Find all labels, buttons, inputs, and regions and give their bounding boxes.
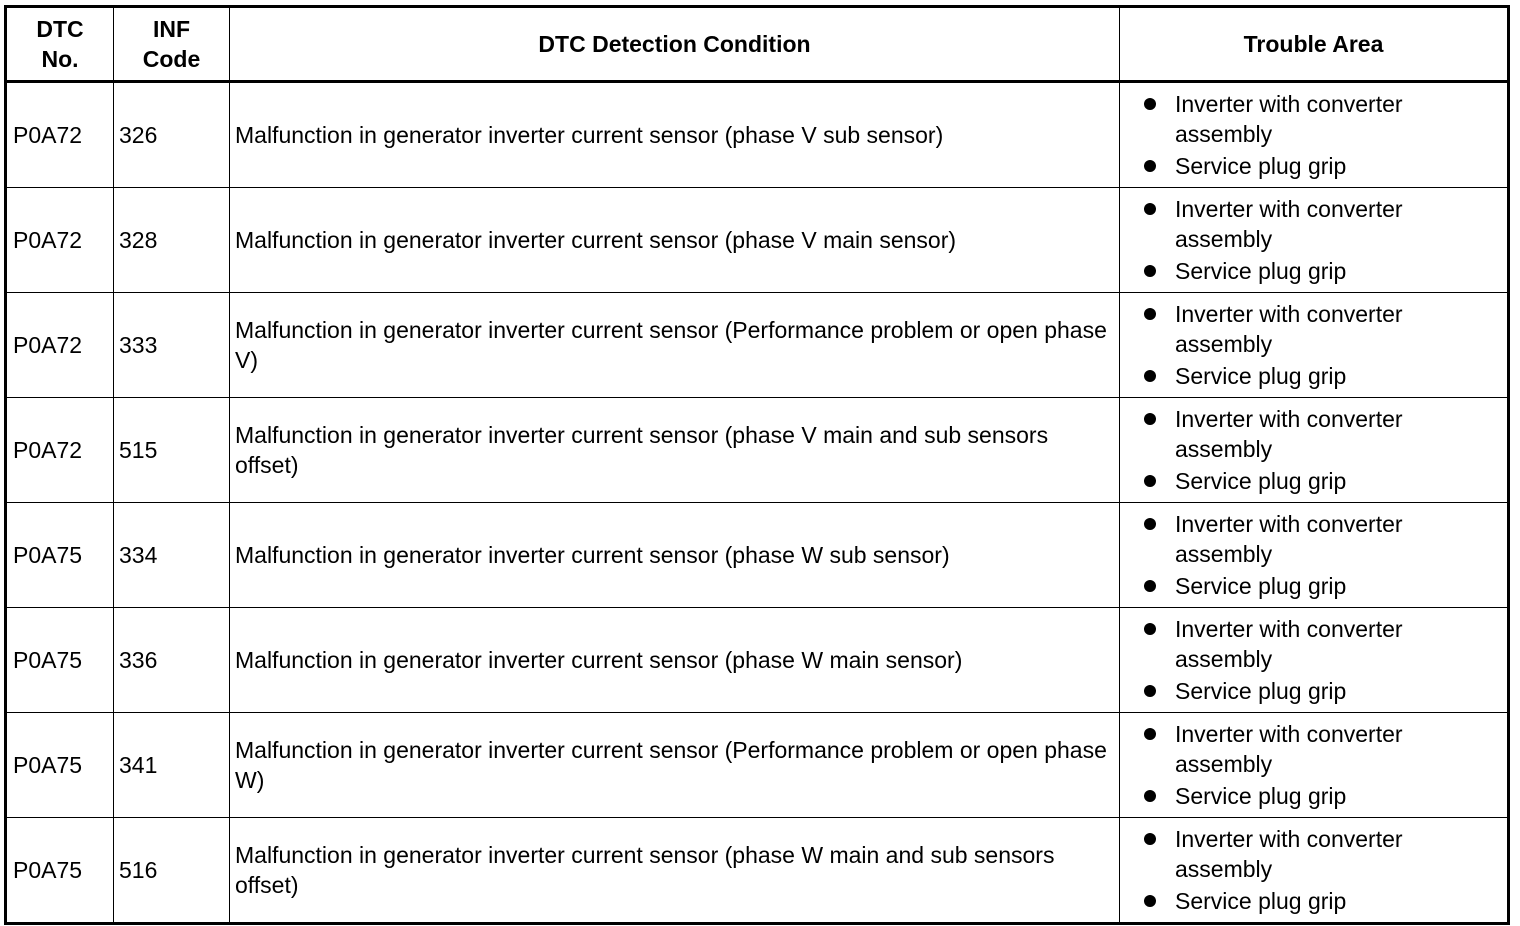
trouble-area-text: Inverter with converter assembly — [1175, 301, 1403, 357]
trouble-area-text: Service plug grip — [1175, 783, 1347, 809]
trouble-area-item — [1142, 886, 1501, 916]
dtc-table — [4, 5, 1510, 925]
trouble-area-text: Service plug grip — [1175, 258, 1347, 284]
trouble-area-text: Service plug grip — [1175, 363, 1347, 389]
trouble-area-text: Inverter with converter assembly — [1175, 406, 1403, 462]
bullet-icon — [1144, 580, 1156, 592]
bullet-icon — [1144, 413, 1156, 425]
trouble-area-item — [1142, 509, 1501, 569]
table-row — [6, 82, 1509, 188]
trouble-area-item — [1142, 299, 1501, 359]
detection-condition-cell: Malfunction in generator inverter current sensor (phase V main sensor) — [230, 188, 1120, 293]
bullet-icon — [1144, 370, 1156, 382]
header-inf-code — [114, 7, 230, 82]
inf-code-cell: 326 — [114, 82, 230, 188]
trouble-area-text: Inverter with converter assembly — [1175, 721, 1403, 777]
bullet-icon — [1144, 790, 1156, 802]
table-row — [6, 293, 1509, 398]
table-row — [6, 818, 1509, 924]
inf-code-cell: 516 — [114, 818, 230, 924]
trouble-area-cell — [1120, 188, 1509, 293]
bullet-icon — [1144, 518, 1156, 530]
trouble-area-text: Service plug grip — [1175, 888, 1347, 914]
trouble-area-list — [1142, 719, 1501, 811]
table-row — [6, 503, 1509, 608]
trouble-area-text: Service plug grip — [1175, 468, 1347, 494]
trouble-area-item — [1142, 256, 1501, 286]
bullet-icon — [1144, 160, 1156, 172]
trouble-area-list — [1142, 824, 1501, 916]
trouble-area-item — [1142, 194, 1501, 254]
trouble-area-cell — [1120, 503, 1509, 608]
trouble-area-cell — [1120, 818, 1509, 924]
dtc-number-cell: P0A75 — [6, 608, 114, 713]
trouble-area-text: Inverter with converter assembly — [1175, 511, 1403, 567]
inf-code-cell: 515 — [114, 398, 230, 503]
trouble-area-item — [1142, 151, 1501, 181]
header-inf-line2: Code — [142, 46, 201, 72]
trouble-area-cell — [1120, 713, 1509, 818]
table-row — [6, 398, 1509, 503]
trouble-area-cell — [1120, 82, 1509, 188]
trouble-area-item — [1142, 824, 1501, 884]
trouble-area-cell — [1120, 293, 1509, 398]
inf-code-cell: 341 — [114, 713, 230, 818]
trouble-area-list — [1142, 89, 1501, 181]
trouble-area-item — [1142, 571, 1501, 601]
header-dtc-line1: DTC — [36, 16, 84, 42]
trouble-area-text: Inverter with converter assembly — [1175, 196, 1403, 252]
trouble-area-text: Service plug grip — [1175, 153, 1347, 179]
header-trouble-area: Trouble Area — [1120, 7, 1509, 82]
bullet-icon — [1144, 895, 1156, 907]
table-row — [6, 608, 1509, 713]
bullet-icon — [1144, 98, 1156, 110]
trouble-area-list — [1142, 404, 1501, 496]
bullet-icon — [1144, 265, 1156, 277]
detection-condition-cell: Malfunction in generator inverter current sensor (Performance problem or open phase W) — [230, 713, 1120, 818]
trouble-area-item — [1142, 781, 1501, 811]
trouble-area-item — [1142, 719, 1501, 779]
trouble-area-item — [1142, 466, 1501, 496]
detection-condition-cell: Malfunction in generator inverter current sensor (phase V main and sub sensors offset) — [230, 398, 1120, 503]
trouble-area-text: Inverter with converter assembly — [1175, 826, 1403, 882]
bullet-icon — [1144, 685, 1156, 697]
header-dtc-line2: No. — [41, 46, 79, 72]
trouble-area-list — [1142, 509, 1501, 601]
dtc-number-cell: P0A72 — [6, 82, 114, 188]
dtc-number-cell: P0A75 — [6, 713, 114, 818]
bullet-icon — [1144, 833, 1156, 845]
bullet-icon — [1144, 475, 1156, 487]
trouble-area-text: Service plug grip — [1175, 678, 1347, 704]
dtc-number-cell: P0A75 — [6, 503, 114, 608]
detection-condition-cell: Malfunction in generator inverter current sensor (phase W main sensor) — [230, 608, 1120, 713]
trouble-area-item — [1142, 404, 1501, 464]
inf-code-cell: 333 — [114, 293, 230, 398]
detection-condition-cell: Malfunction in generator inverter current sensor (Performance problem or open phase V) — [230, 293, 1120, 398]
header-inf-line1: INF — [152, 16, 191, 42]
inf-code-cell: 336 — [114, 608, 230, 713]
bullet-icon — [1144, 728, 1156, 740]
header-condition: DTC Detection Condition — [230, 7, 1120, 82]
trouble-area-item — [1142, 676, 1501, 706]
inf-code-cell: 328 — [114, 188, 230, 293]
table-body — [6, 82, 1509, 924]
trouble-area-item — [1142, 361, 1501, 391]
trouble-area-list — [1142, 299, 1501, 391]
dtc-number-cell: P0A75 — [6, 818, 114, 924]
header-dtc-no — [6, 7, 114, 82]
detection-condition-cell: Malfunction in generator inverter current sensor (phase W sub sensor) — [230, 503, 1120, 608]
trouble-area-cell — [1120, 398, 1509, 503]
trouble-area-cell — [1120, 608, 1509, 713]
trouble-area-list — [1142, 194, 1501, 286]
trouble-area-text: Inverter with converter assembly — [1175, 616, 1403, 672]
inf-code-cell: 334 — [114, 503, 230, 608]
bullet-icon — [1144, 623, 1156, 635]
dtc-number-cell: P0A72 — [6, 398, 114, 503]
bullet-icon — [1144, 308, 1156, 320]
bullet-icon — [1144, 203, 1156, 215]
dtc-number-cell: P0A72 — [6, 188, 114, 293]
trouble-area-list — [1142, 614, 1501, 706]
dtc-number-cell: P0A72 — [6, 293, 114, 398]
table-row — [6, 713, 1509, 818]
table-row — [6, 188, 1509, 293]
trouble-area-item — [1142, 614, 1501, 674]
trouble-area-text: Service plug grip — [1175, 573, 1347, 599]
detection-condition-cell: Malfunction in generator inverter current sensor (phase V sub sensor) — [230, 82, 1120, 188]
header-row — [6, 7, 1509, 82]
trouble-area-item — [1142, 89, 1501, 149]
trouble-area-text: Inverter with converter assembly — [1175, 91, 1403, 147]
detection-condition-cell: Malfunction in generator inverter current sensor (phase W main and sub sensors offset) — [230, 818, 1120, 924]
